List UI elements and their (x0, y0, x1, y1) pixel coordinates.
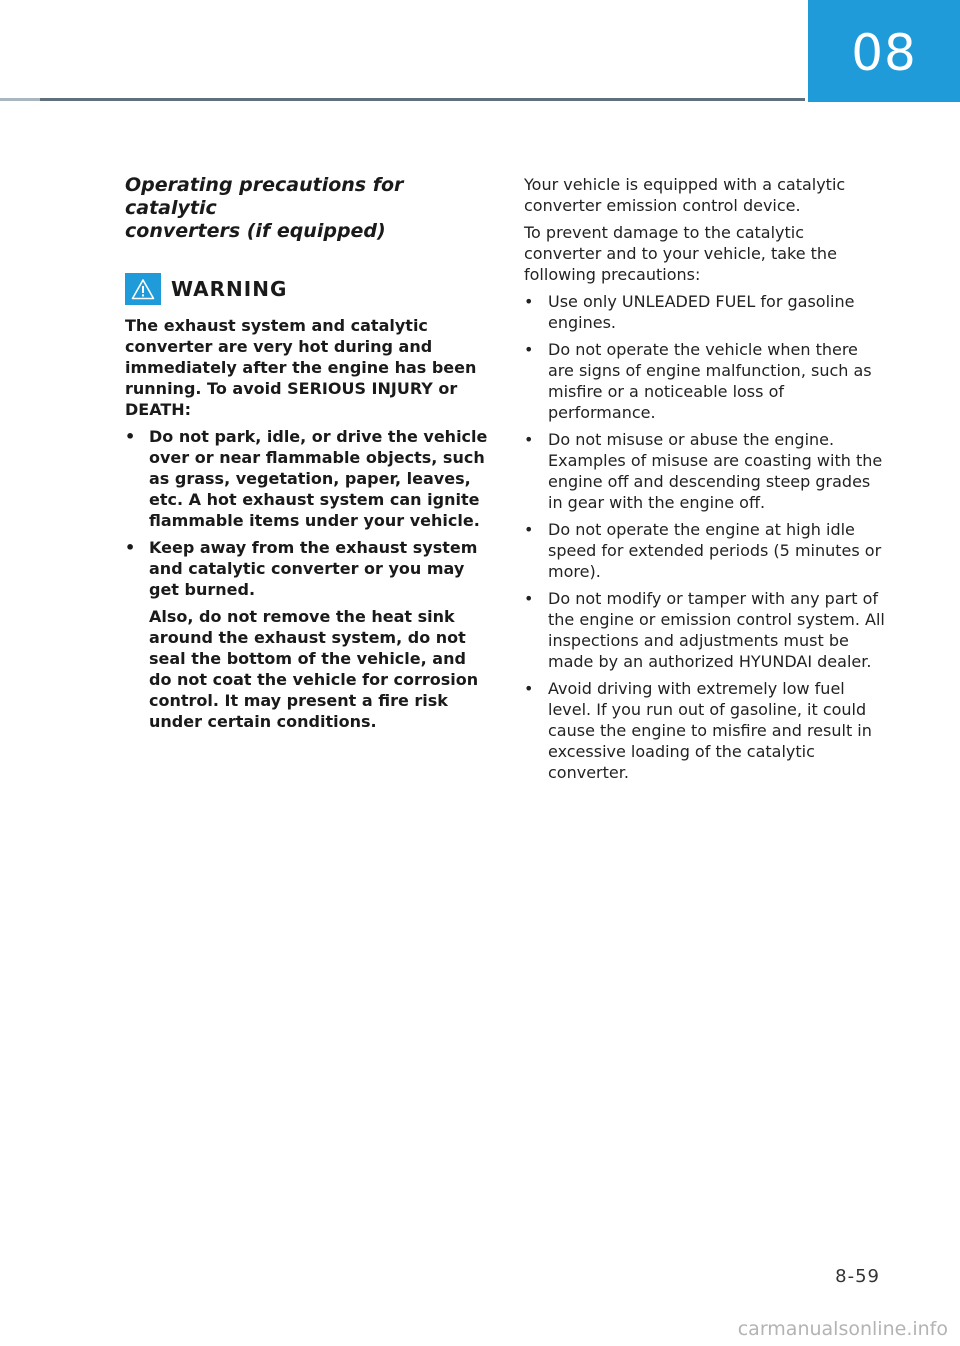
header-rule-accent (0, 98, 40, 101)
precaution-text: Do not operate the engine at high idle speed for extended periods (5 minutes or more). (548, 520, 882, 581)
precaution-text: Avoid driving with extremely low fuel level. If you run out of gasoline, it could cause the engine to misfire and result in excessive loading of the catalytic converter. (548, 679, 872, 782)
warning-header (125, 273, 490, 305)
section-title-line2: converters (if equipped) (125, 220, 386, 242)
bullet: • (524, 679, 534, 698)
warning-intro: The exhaust system and catalytic converter are very hot during and immediately after the engine has been running. To avoid SERIOUS INJURY or DEATH: (125, 316, 477, 419)
precaution-item (524, 678, 886, 783)
warning-item-text: Do not park, idle, or drive the vehicle over or near flammable objects, such as grass, vegetation, paper, leaves, etc. A hot exhaust system can ignite flammable items under your vehicle. (149, 427, 488, 530)
bullet: • (524, 430, 534, 449)
section-title (125, 174, 490, 243)
warning-item-extra: Also, do not remove the heat sink around the exhaust system, do not seal the bottom of the vehicle, and do not coat the vehicle for corrosion control. It may present a fire risk under certain conditions. (149, 607, 479, 731)
precaution-text: Do not misuse or abuse the engine. Examples of misuse are coasting with the engine off and descending steep grades in gear with the engine off. (548, 430, 883, 512)
chapter-number: 08 (851, 24, 917, 82)
watermark: carmanualsonline.info (737, 1318, 948, 1340)
precaution-text: Use only UNLEADED FUEL for gasoline engines. (548, 292, 855, 332)
warning-item (125, 426, 490, 531)
precaution-text: Do not operate the vehicle when there are signs of engine malfunction, such as misfire or a noticeable loss of performance. (548, 340, 872, 422)
section-title-line1: Operating precautions for catalytic (125, 174, 404, 219)
intro-paragraph: Your vehicle is equipped with a catalytic converter emission control device. (524, 175, 846, 215)
precaution-item (524, 339, 886, 423)
bullet: • (524, 520, 534, 539)
warning-triangle-icon (125, 273, 161, 305)
bullet: • (524, 589, 534, 608)
bullet: • (524, 292, 534, 311)
warning-list (125, 426, 490, 732)
bullet: • (125, 427, 136, 446)
warning-item-text: Keep away from the exhaust system and catalytic converter or you may get burned. (149, 538, 478, 599)
precautions-list (524, 291, 886, 783)
precaution-item (524, 429, 886, 513)
page-number: 8-59 (835, 1266, 880, 1287)
bullet: • (524, 340, 534, 359)
header-rule (0, 98, 805, 101)
precaution-item (524, 519, 886, 582)
warning-item (125, 537, 490, 732)
precaution-text: Do not modify or tamper with any part of the engine or emission control system. All inspections and adjustments must be made by an authorized HYUNDAI dealer. (548, 589, 885, 671)
precautions-intro: To prevent damage to the catalytic converter and to your vehicle, take the following precautions: (524, 223, 837, 284)
bullet: • (125, 538, 136, 557)
warning-label: WARNING (171, 277, 288, 301)
left-column (125, 174, 490, 738)
right-column (524, 174, 886, 789)
chapter-tab (808, 0, 960, 102)
precaution-item (524, 291, 886, 333)
precaution-item (524, 588, 886, 672)
